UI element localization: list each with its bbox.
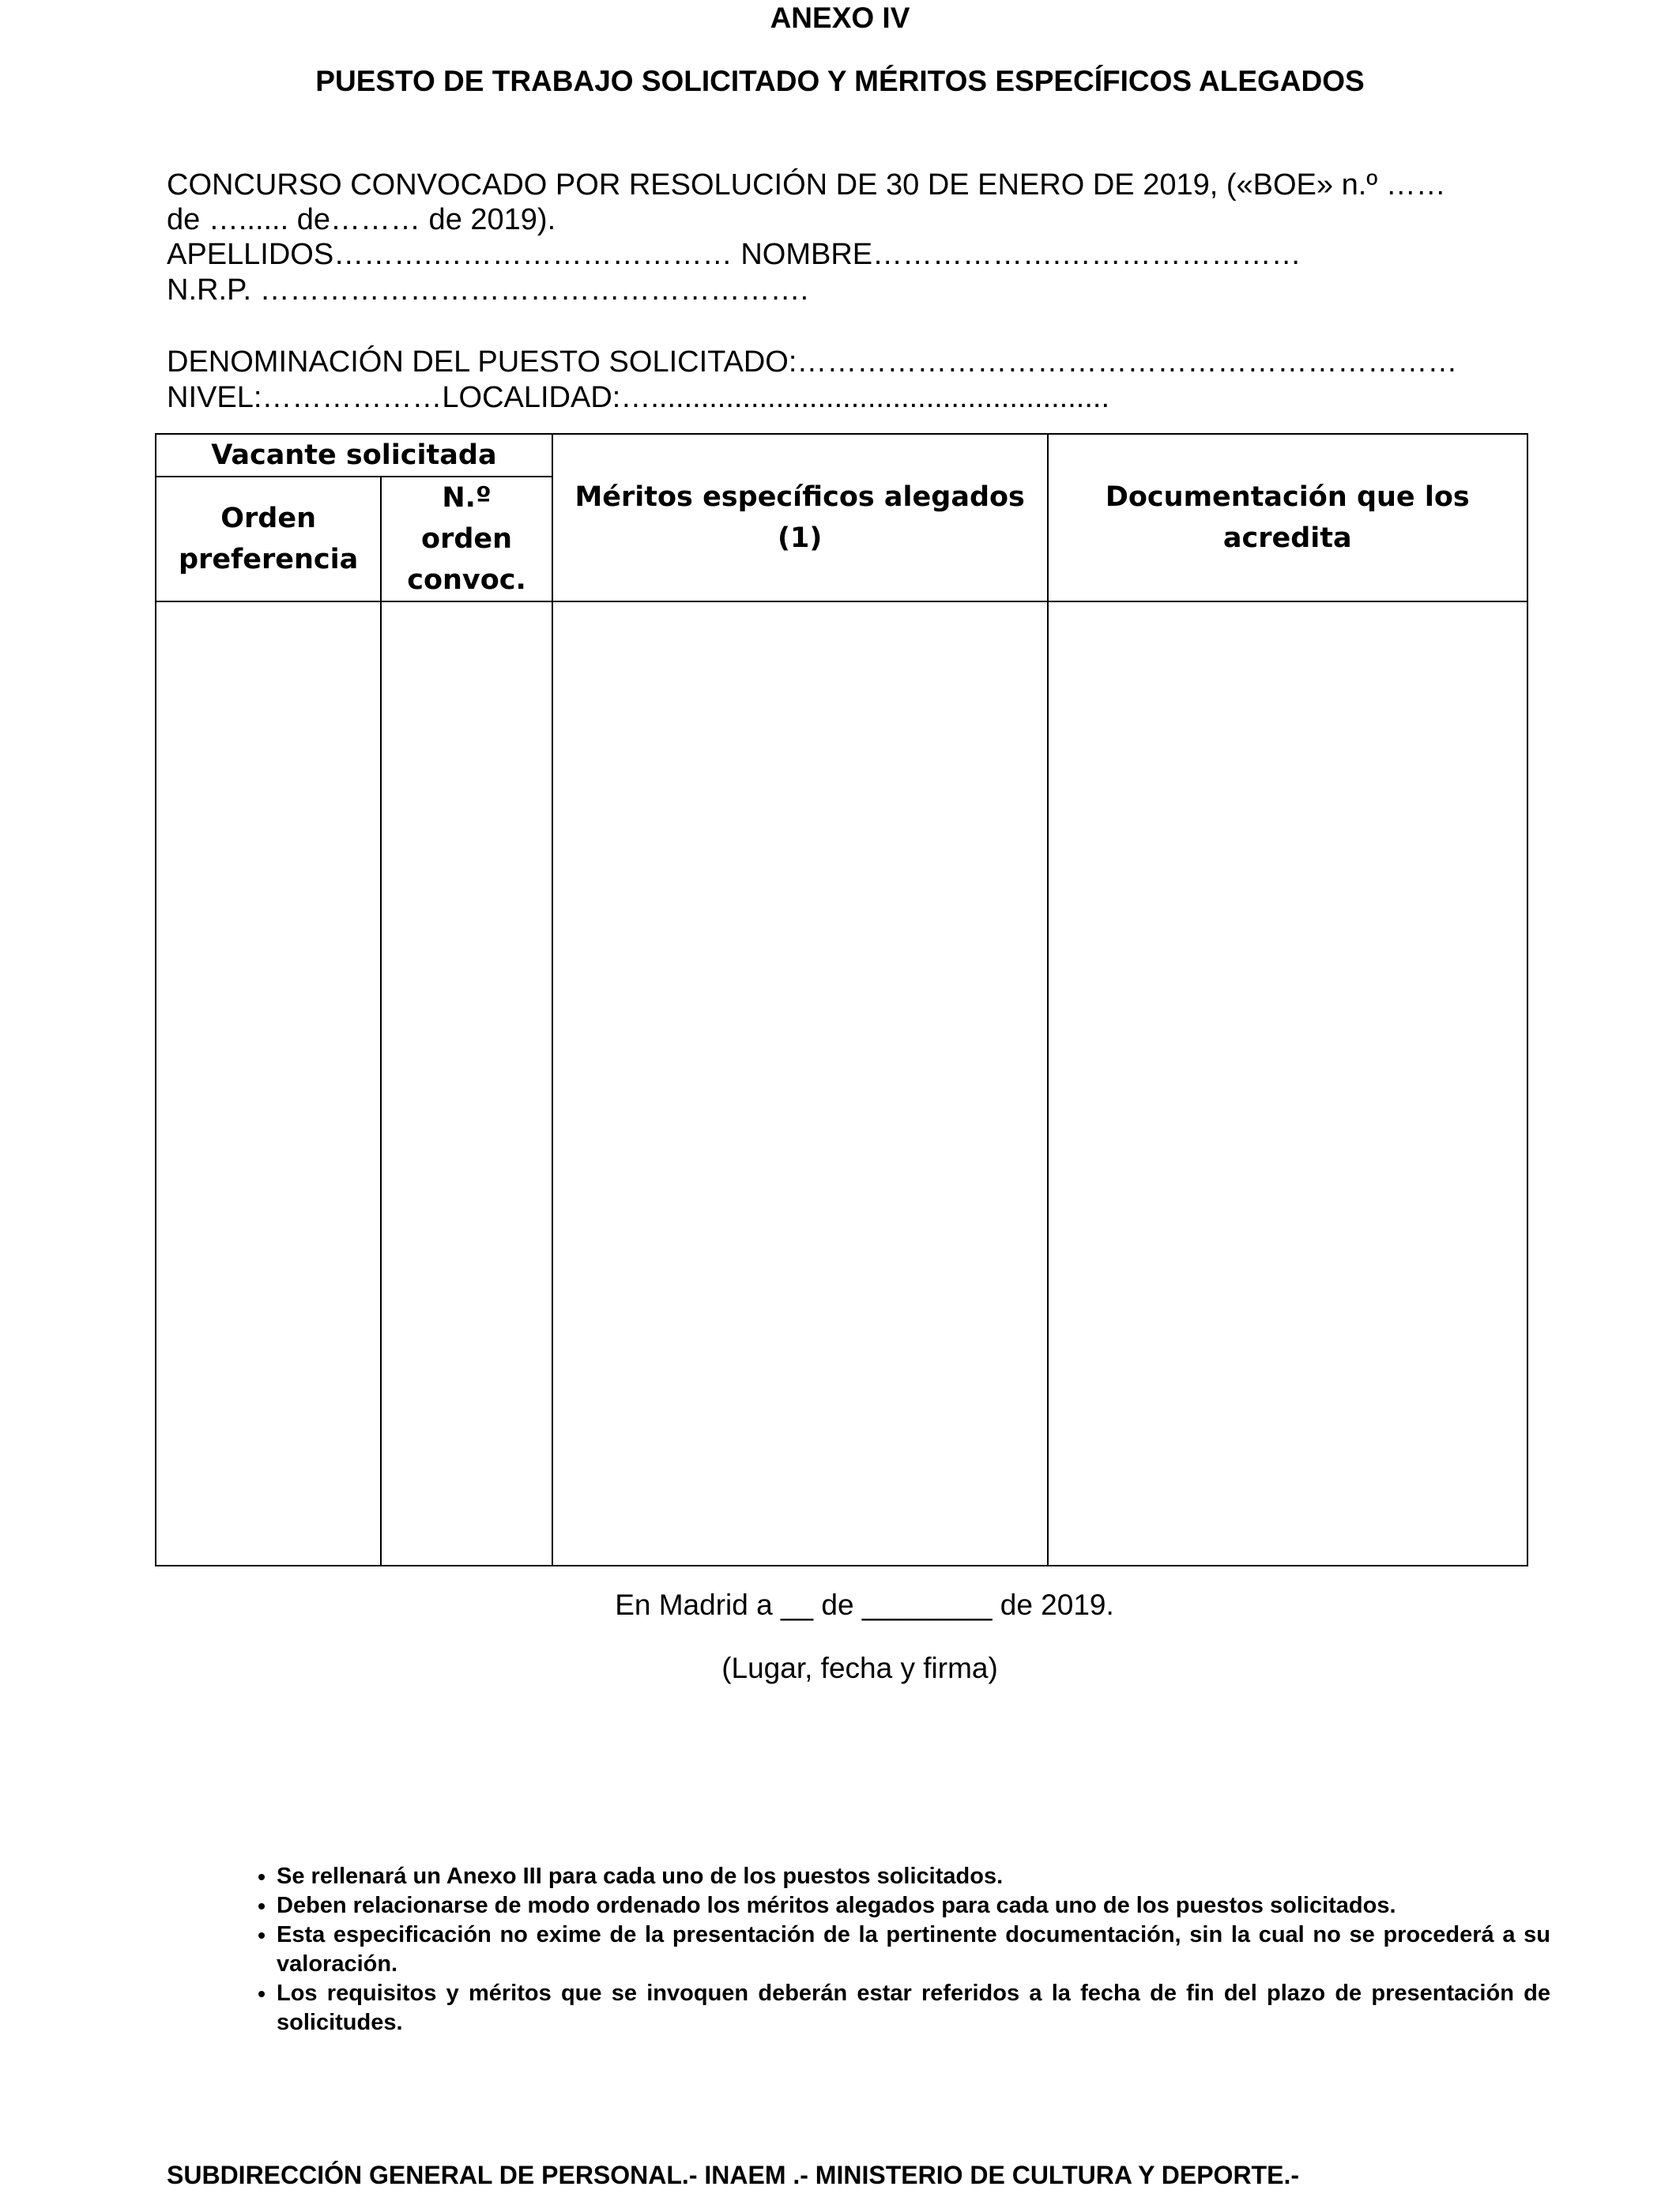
documentation-cell[interactable] <box>1048 601 1527 1566</box>
order-preference-header: Orden preferencia <box>156 477 381 601</box>
concurso-line: CONCURSO CONVOCADO POR RESOLUCIÓN DE 30 DE ENERO DE 2019, («BOE» n.º …… <box>167 168 1446 202</box>
vacante-group-header: Vacante solicitada <box>156 434 552 477</box>
list-item: • Deben relacionarse de modo ordenado los méritos alegados para cada uno de los puestos solicitados. <box>277 1891 1550 1921</box>
boe-date-line: de …...... de……… de 2019). <box>167 203 556 236</box>
order-convoc-cell[interactable] <box>381 601 552 1566</box>
nrp-line: N.R.P. ………………………………………………. <box>167 273 809 307</box>
merits-header: Méritos específicos alegados (1) <box>552 434 1048 601</box>
date-line: En Madrid a __ de ________ de 2019. <box>615 1589 1114 1621</box>
apellidos-nombre-line: APELLIDOS……….………………………… NOMBRE……………….…………………… <box>167 238 1301 271</box>
merits-table <box>155 433 1528 1566</box>
footer-text: SUBDIRECCIÓN GENERAL DE PERSONAL.- INAEM .- MINISTERIO DE CULTURA Y DEPORTE.- <box>167 2161 1299 2189</box>
list-item: • Los requisitos y méritos que se invoquen deberán estar referidos a la fecha de fin del plazo de presentación de solicitudes. <box>277 1979 1550 2038</box>
order-preference-cell[interactable] <box>156 601 381 1566</box>
list-item: • Se rellenará un Anexo III para cada uno de los puestos solicitados. <box>277 1862 1550 1891</box>
documentation-header: Documentación que los acredita <box>1048 434 1527 601</box>
table-row <box>156 601 1527 1566</box>
list-item: • Esta especificación no exime de la presentación de la pertinente documentación, sin la cual no se procederá a su valoración. <box>277 1921 1550 1979</box>
notes-list <box>201 1862 1550 2038</box>
document-title: PUESTO DE TRABAJO SOLICITADO Y MÉRITOS ESPECÍFICOS ALEGADOS <box>315 65 1365 97</box>
annex-title: ANEXO IV <box>770 2 910 34</box>
nivel-localidad-line: NIVEL:………………LOCALIDAD:…....................................................... <box>167 381 1110 414</box>
order-convoc-header: N.º orden convoc. <box>381 477 552 601</box>
puesto-denominacion-line: DENOMINACIÓN DEL PUESTO SOLICITADO:………………………………………………………… <box>167 345 1458 379</box>
merits-cell[interactable] <box>552 601 1048 1566</box>
signature-caption: (Lugar, fecha y firma) <box>721 1652 998 1684</box>
